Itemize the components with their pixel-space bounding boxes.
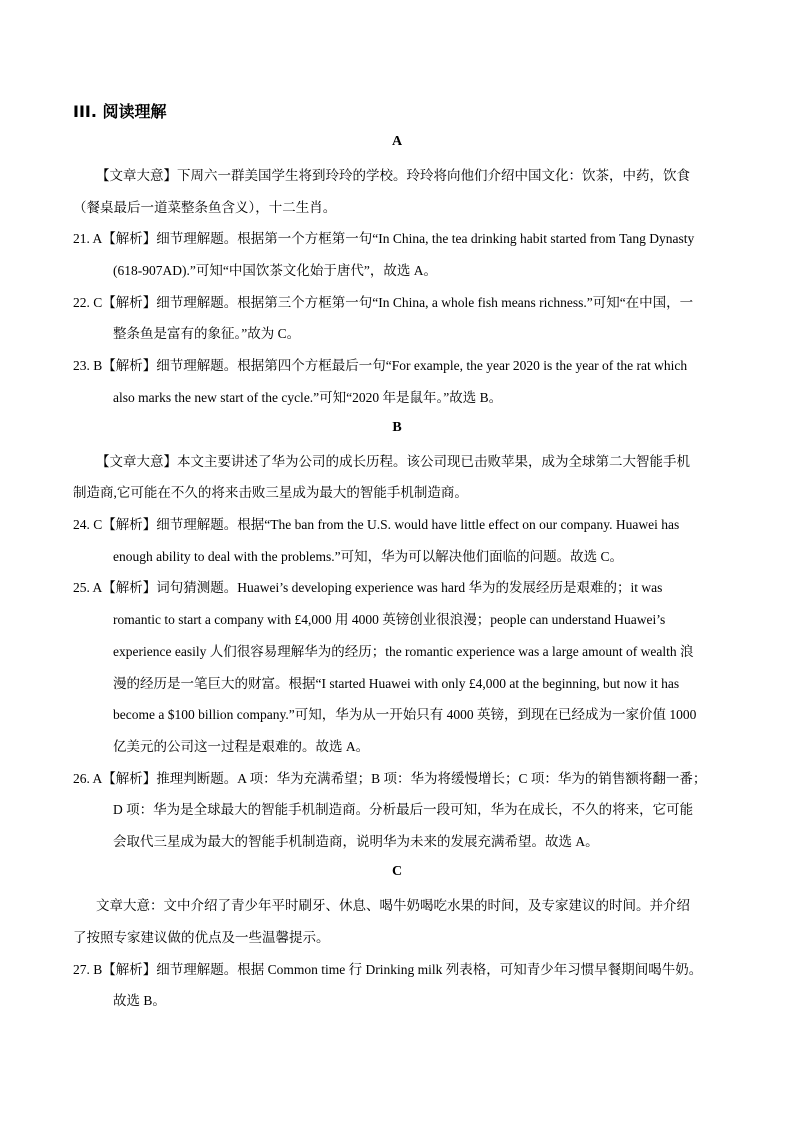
answer-27-line-1: 27. B【解析】细节理解题。根据 Common time 行 Drinking milk 列表格，可知青少年习惯早餐期间喝牛奶。 [73, 962, 703, 977]
part-b-summary-line-1: 【文章大意】本文主要讲述了华为公司的成长历程。该公司现已击败苹果，成为全球第二大智能手机 [96, 454, 690, 469]
answer-26-line-3: 会取代三星成为最大的智能手机制造商，说明华为未来的发展充满希望。故选 A。 [113, 834, 599, 849]
answer-27-line-2: 故选 B。 [113, 993, 166, 1008]
answer-21-line-1: 21. A【解析】细节理解题。根据第一个方框第一句“In China, the tea drinking habit started from Tang Dynasty [73, 231, 695, 246]
section-heading: III. 阅读理解 [73, 102, 167, 121]
answer-25-line-3: experience easily 人们很容易理解华为的经历；the romantic experience was a large amount of wealth 浪 [113, 644, 694, 659]
part-c-summary-line-2: 了按照专家建议做的优点及一些温馨提示。 [73, 930, 330, 945]
part-a-summary-line-1: 【文章大意】下周六一群美国学生将到玲玲的学校。玲玲将向他们介绍中国文化：饮茶，中药，饮食 [96, 168, 690, 183]
answer-25-line-2: romantic to start a company with £4,000 用 4000 英镑创业很浪漫；people can understand Huawei’s [113, 612, 666, 627]
answer-22-line-2: 整条鱼是富有的象征。”故为 C。 [113, 326, 301, 341]
answer-22-line-1: 22. C【解析】细节理解题。根据第三个方框第一句“In China, a whole fish means richness.”可知“在中国，一 [73, 295, 694, 310]
part-a-label: A [391, 134, 403, 149]
answer-21-line-2: (618-907AD).”可知“中国饮茶文化始于唐代”，故选 A。 [113, 263, 437, 278]
answer-26-line-1: 26. A【解析】推理判断题。A 项：华为充满希望；B 项：华为将缓慢增长；C 项：华为的销售额将翻一番； [73, 771, 707, 786]
answer-23-line-2: also marks the new start of the cycle.”可知“2020 年是鼠年。”故选 B。 [113, 390, 503, 405]
part-c-summary-line-1: 文章大意：文中介绍了青少年平时刷牙、休息、喝牛奶喝吃水果的时间，及专家建议的时间。并介绍 [96, 898, 690, 913]
answer-26-line-2: D 项：华为是全球最大的智能手机制造商。分析最后一段可知，华为在成长，不久的将来，它可能 [113, 802, 694, 817]
answer-24-line-2: enough ability to deal with the problems.”可知，华为可以解决他们面临的问题。故选 C。 [113, 549, 623, 564]
answer-25-line-6: 亿美元的公司这一过程是艰难的。故选 A。 [113, 739, 370, 754]
part-b-label: B [392, 420, 402, 435]
answer-25-line-1: 25. A【解析】词句猜测题。Huawei’s developing experience was hard 华为的发展经历是艰难的；it was [73, 580, 663, 595]
part-a-summary-line-2: （餐桌最后一道菜整条鱼含义），十二生肖。 [73, 200, 337, 215]
part-c-label: C [391, 864, 403, 879]
part-b-summary-line-2: 制造商,它可能在不久的将来击败三星成为最大的智能手机制造商。 [73, 485, 468, 500]
answer-24-line-1: 24. C【解析】细节理解题。根据“The ban from the U.S. would have little effect on our company. Huawei has [73, 517, 680, 532]
answer-25-line-4: 漫的经历是一笔巨大的财富。根据“I started Huawei with only £4,000 at the beginning, but now it has [113, 676, 680, 691]
answer-25-line-5: become a $100 billion company.”可知，华为从一开始只有 4000 英镑，到现在已经成为一家价值 1000 [113, 707, 697, 722]
answer-23-line-1: 23. B【解析】细节理解题。根据第四个方框最后一句“For example, the year 2020 is the year of the rat which [73, 358, 688, 373]
